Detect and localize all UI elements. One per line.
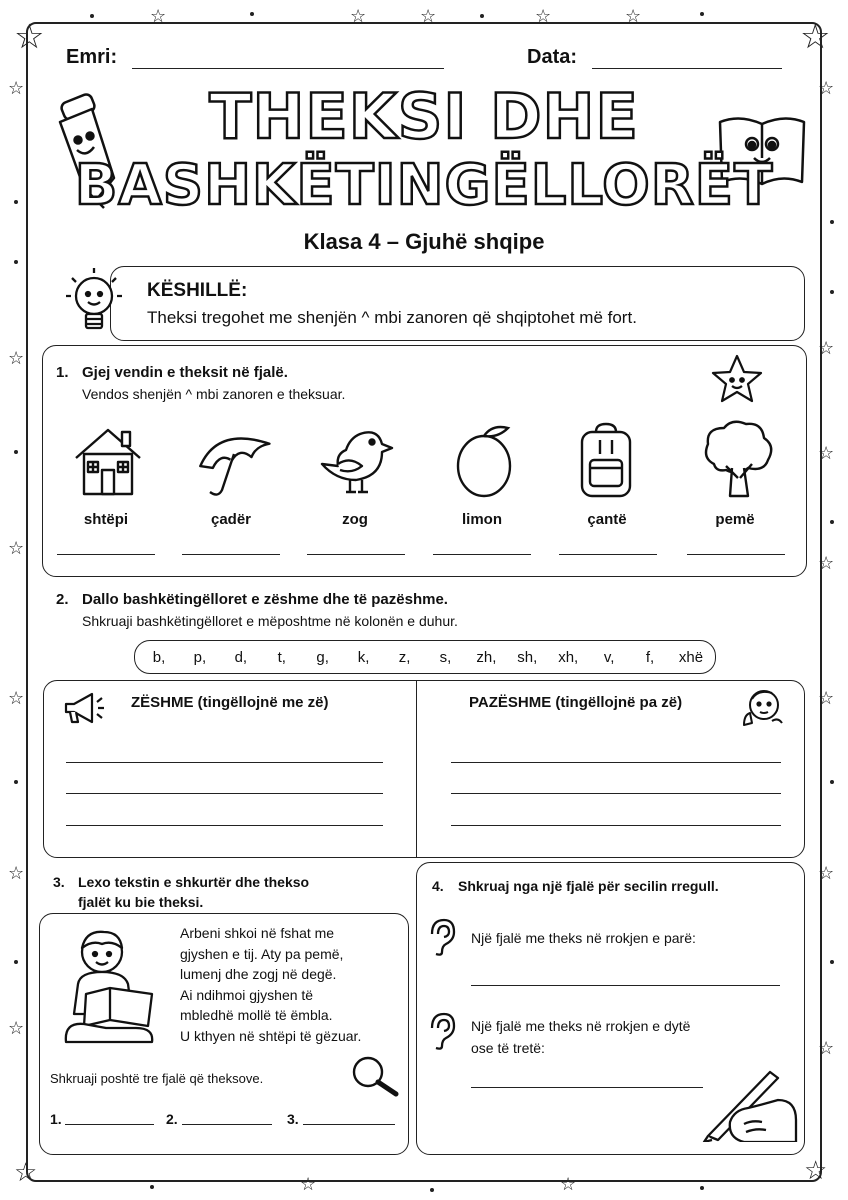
voiced-answer-line[interactable] [66, 825, 383, 826]
name-field[interactable] [132, 68, 444, 69]
voiceless-answer-line[interactable] [451, 825, 781, 826]
answer-line[interactable] [57, 554, 155, 555]
star-icon: ☆ [804, 1156, 828, 1186]
star-icon: ☆ [818, 338, 835, 359]
letter: b, [152, 649, 166, 666]
megaphone-icon [60, 688, 106, 728]
star-icon: ☆ [150, 6, 167, 27]
section-4-number: 4. [432, 878, 444, 894]
subtitle: Klasa 4 – Gjuhë shqipe [303, 229, 545, 254]
story-line: Arbeni shkoi në fshat me [180, 925, 335, 941]
table-divider [416, 680, 417, 858]
star-icon: ☆ [535, 6, 552, 27]
voiced-answer-line[interactable] [66, 793, 383, 794]
blank-2-line[interactable] [182, 1124, 272, 1125]
answer-line[interactable] [687, 554, 785, 555]
word-house: shtëpi [83, 511, 129, 528]
bird-icon [316, 424, 396, 498]
star-icon: ☆ [818, 553, 835, 574]
voiceless-answer-line[interactable] [451, 793, 781, 794]
whispering-child-icon [738, 683, 786, 731]
letter: sh, [517, 649, 538, 666]
star-icon: ☆ [818, 863, 835, 884]
rule-2-text-line-2: ose të tretë: [471, 1040, 545, 1056]
rule-1-text: Një fjalë me theks në rrokjen e parë: [471, 930, 696, 946]
letter: t, [277, 649, 286, 666]
rule-2-text-line-1: Një fjalë me theks në rrokjen e dytë [471, 1018, 691, 1034]
tree-icon [700, 418, 776, 500]
letter: v, [603, 649, 615, 666]
tip-box [110, 266, 805, 341]
rule-2-answer-line[interactable] [471, 1087, 703, 1088]
letter: f, [645, 649, 655, 666]
star-icon: ☆ [420, 6, 437, 27]
voiced-answer-line[interactable] [66, 762, 383, 763]
section-2-instruction: Shkruaji bashkëtingëlloret e mëposhtme në kolonën e duhur. [82, 613, 458, 629]
star-icon: ☆ [8, 863, 25, 884]
write-prompt: Shkruaji poshtë tre fjalë që theksove. [50, 1071, 264, 1086]
tip-heading: KËSHILLË: [147, 280, 248, 301]
word-lemon: limon [462, 511, 502, 528]
name-label: Emri: [66, 46, 118, 68]
star-icon: ☆ [560, 1174, 577, 1195]
backpack-icon [574, 420, 638, 500]
title-line-1: THEKSI DHE [209, 80, 639, 153]
letter: d, [234, 649, 248, 666]
story-line: gjyshen e tij. Aty pa pemë, [180, 945, 344, 962]
date-field[interactable] [592, 68, 782, 69]
hand-writing-icon [700, 1064, 800, 1142]
blank-3-line[interactable] [303, 1124, 395, 1125]
section-2-number: 2. [56, 591, 69, 608]
story-text [180, 923, 361, 1046]
rule-1-answer-line[interactable] [471, 985, 780, 986]
story-line: Ai ndihmoi gjyshen të [180, 986, 314, 1003]
star-icon: ☆ [14, 17, 45, 57]
story-line: mbledhë mollë të ëmbla. [180, 1007, 333, 1023]
star-icon: ☆ [625, 6, 642, 27]
section-4-title: Shkruaj nga një fjalë për secilin rregull. [458, 878, 719, 894]
voiceless-answer-line[interactable] [451, 762, 781, 763]
house-icon [72, 424, 144, 498]
letter: s, [439, 649, 452, 666]
voiced-heading: ZËSHME (tingëllojnë me zë) [131, 694, 329, 711]
letter: g, [316, 649, 329, 666]
umbrella-icon [192, 420, 276, 500]
word-tree: pemë [715, 511, 755, 528]
star-icon: ☆ [300, 1174, 317, 1195]
star-icon: ☆ [8, 348, 25, 369]
star-icon: ☆ [8, 1018, 25, 1039]
letters-row [142, 649, 708, 666]
date-label: Data: [527, 46, 578, 68]
lemon-icon [452, 420, 518, 500]
letter: p, [193, 649, 207, 666]
word-umbrella: çadër [210, 511, 252, 528]
letter: k, [357, 649, 370, 666]
answer-line[interactable] [559, 554, 657, 555]
smiling-star-icon [704, 350, 770, 410]
tip-text: Theksi tregohet me shenjën ^ mbi zanoren që shqiptohet më fort. [147, 308, 637, 327]
ear-icon [424, 916, 458, 958]
star-icon: ☆ [818, 78, 835, 99]
magnifier-icon [346, 1052, 404, 1098]
section-1-title: Gjej vendin e theksit në fjalë. [82, 364, 288, 381]
blank-2-label: 2. [166, 1111, 178, 1127]
letter: z, [398, 649, 411, 666]
star-icon: ☆ [8, 78, 25, 99]
letter: xh, [558, 649, 579, 666]
answer-line[interactable] [433, 554, 531, 555]
star-icon: ☆ [14, 1158, 38, 1188]
star-icon: ☆ [8, 688, 25, 709]
letter: zh, [476, 649, 497, 666]
star-icon: ☆ [818, 443, 835, 464]
voiceless-heading: PAZËSHME (tingëllojnë pa zë) [469, 694, 683, 711]
section-3-title-line-2: fjalët ku bie theksi. [78, 894, 204, 910]
section-3-number: 3. [53, 874, 65, 890]
reading-boy-icon [56, 922, 160, 1048]
letter: xhë [678, 649, 704, 666]
answer-line[interactable] [182, 554, 280, 555]
blank-1-line[interactable] [65, 1124, 154, 1125]
word-backpack: çantë [587, 511, 627, 528]
blank-1-label: 1. [50, 1111, 62, 1127]
section-2-title: Dallo bashkëtingëlloret e zëshme dhe të pazëshme. [82, 591, 448, 608]
section-3-title-line-1: Lexo tekstin e shkurtër dhe thekso [78, 874, 310, 890]
ear-icon [424, 1010, 458, 1052]
star-icon: ☆ [818, 688, 835, 709]
title-line-2: BASHKËTINGËLLORËT [74, 153, 774, 218]
lightbulb-icon [60, 262, 130, 342]
section-1-number: 1. [56, 364, 69, 381]
star-icon: ☆ [350, 6, 367, 27]
section-1-instruction: Vendos shenjën ^ mbi zanoren e theksuar. [82, 386, 346, 402]
story-line: lumenj dhe zogj në degë. [180, 966, 337, 982]
story-line: U kthyen në shtëpi të gëzuar. [180, 1027, 362, 1044]
blank-3-label: 3. [287, 1111, 299, 1127]
star-icon: ☆ [818, 1038, 835, 1059]
answer-line[interactable] [307, 554, 405, 555]
word-bird: zog [342, 511, 368, 528]
star-icon: ☆ [800, 17, 831, 57]
star-icon: ☆ [8, 538, 25, 559]
